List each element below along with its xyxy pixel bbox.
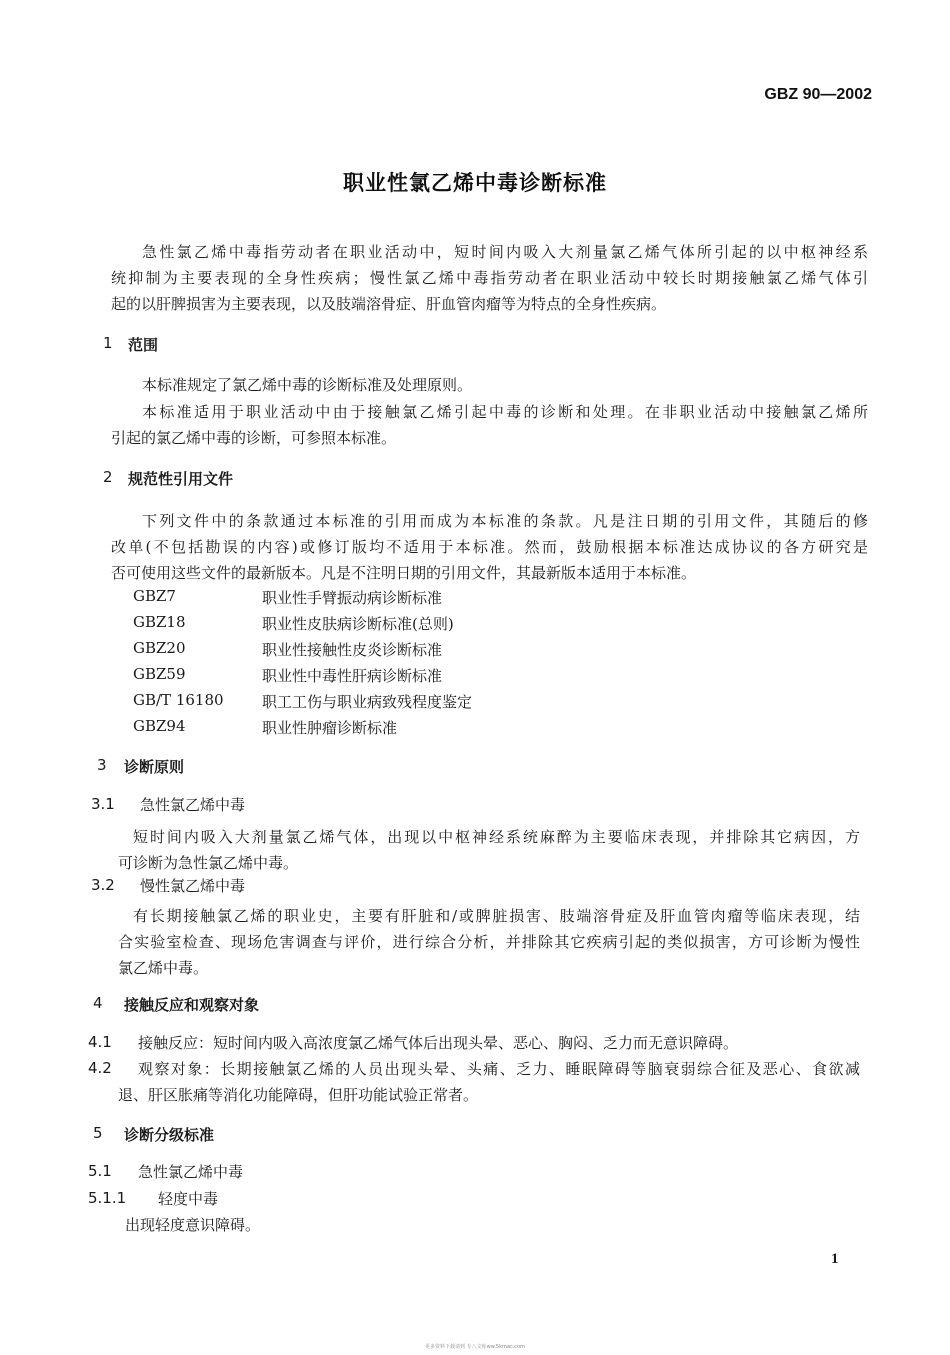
subsection-3-1-title: 急性氯乙烯中毒 (140, 796, 246, 814)
subsection-4-2-number: 4.2 (88, 1059, 112, 1077)
subsection-3-2-para-line-1: 有长期接触氯乙烯的职业史，主要有肝脏和/或脾脏损害、肢端溶骨症及肝血管肉瘤等临床表现，结 (133, 907, 860, 925)
section-5-title: 诊断分级标准 (124, 1126, 215, 1144)
subsection-3-1-number: 3.1 (91, 795, 115, 813)
subsection-3-1-para-line-1: 短时间内吸入大剂量氯乙烯气体，出现以中枢神经系统麻醉为主要临床表现，并排除其它病因，方 (133, 828, 860, 846)
page-number: 1 (831, 1251, 839, 1267)
reference-code: GBZ59 (133, 665, 186, 683)
reference-title: 职业性接触性皮炎诊断标准 (262, 641, 443, 659)
reference-title: 职业性手臂振动病诊断标准 (262, 589, 443, 607)
reference-title: 职业性中毒性肝病诊断标准 (262, 667, 443, 685)
subsection-3-2-para-line-3: 氯乙烯中毒。 (118, 959, 209, 977)
section-3-title: 诊断原则 (124, 758, 185, 776)
reference-code: GBZ7 (133, 587, 176, 605)
subsection-4-2-line-1: 观察对象：长期接触氯乙烯的人员出现头晕、头痛、乏力、睡眠障碍等脑衰弱综合征及恶心、食欲减 (138, 1060, 860, 1078)
subsection-3-2-para-line-2: 合实验室检查、现场危害调查与评价，进行综合分析，并排除其它疾病引起的类似损害，方可诊断为慢性 (118, 933, 860, 951)
reference-title: 职业性肿瘤诊断标准 (262, 719, 398, 737)
section-1-para-2-line-1: 本标准适用于职业活动中由于接触氯乙烯引起中毒的诊断和处理。在非职业活动中接触氯乙烯所 (142, 403, 868, 421)
subsection-3-1-para-line-2: 可诊断为急性氯乙烯中毒。 (118, 854, 299, 872)
subsection-5-1-1-number: 5.1.1 (88, 1189, 127, 1207)
document-title: 职业性氯乙烯中毒诊断标准 (343, 171, 607, 195)
section-3-number: 3 (97, 756, 107, 774)
subsection-3-2-title: 慢性氯乙烯中毒 (140, 877, 246, 895)
reference-code: GB/T 16180 (133, 691, 224, 709)
reference-title: 职工工伤与职业病致残程度鉴定 (262, 693, 473, 711)
subsection-4-1-text: 接触反应：短时间内吸入高浓度氯乙烯气体后出现头晕、恶心、胸闷、乏力而无意识障碍。 (138, 1034, 739, 1052)
section-2-number: 2 (103, 468, 113, 486)
section-2-title: 规范性引用文件 (128, 470, 234, 488)
section-4-number: 4 (93, 994, 103, 1012)
section-1-title: 范围 (128, 336, 159, 354)
section-5-number: 5 (93, 1124, 103, 1142)
section-2-para-line-2: 改单(不包括勘误的内容)或修订版均不适用于本标准。然而，鼓励根据本标准达成协议的各方研究是 (111, 538, 868, 556)
reference-code: GBZ20 (133, 639, 186, 657)
subsection-5-1-title: 急性氯乙烯中毒 (138, 1163, 244, 1181)
intro-line-3: 起的以肝脾损害为主要表现，以及肢端溶骨症、肝血管肉瘤等为特点的全身性疾病。 (111, 295, 667, 313)
standard-number: GBZ 90—2002 (764, 86, 872, 103)
reference-title: 职业性皮肤病诊断标准(总则) (262, 615, 454, 633)
subsection-5-1-1-title: 轻度中毒 (158, 1190, 219, 1208)
section-2-para-line-3: 否可使用这些文件的最新版本。凡是不注明日期的引用文件，其最新版本适用于本标准。 (111, 564, 697, 582)
section-1-para-1: 本标准规定了氯乙烯中毒的诊断标准及处理原则。 (142, 376, 473, 394)
reference-code: GBZ18 (133, 613, 186, 631)
subsection-3-2-number: 3.2 (91, 876, 115, 894)
subsection-4-2-line-2: 退、肝区胀痛等消化功能障碍，但肝功能试验正常者。 (118, 1086, 479, 1104)
reference-code: GBZ94 (133, 717, 186, 735)
subsection-5-1-1-text: 出现轻度意识障碍。 (125, 1216, 261, 1234)
subsection-4-1-number: 4.1 (88, 1033, 112, 1051)
section-1-para-2-line-2: 引起的氯乙烯中毒的诊断，可参照本标准。 (111, 429, 397, 447)
section-2-para-line-1: 下列文件中的条款通过本标准的引用而成为本标准的条款。凡是注日期的引用文件，其随后的修 (142, 512, 868, 530)
subsection-5-1-number: 5.1 (88, 1162, 112, 1180)
footer-watermark-text: 更多资料下载请到 专八文库ww.5kmac.com (425, 1344, 525, 1350)
section-1-number: 1 (103, 334, 113, 352)
intro-line-1: 急性氯乙烯中毒指劳动者在职业活动中，短时间内吸入大剂量氯乙烯气体所引起的以中枢神经系 (142, 243, 868, 261)
intro-line-2: 统抑制为主要表现的全身性疾病；慢性氯乙烯中毒指劳动者在职业活动中较长时期接触氯乙烯气体引 (111, 269, 868, 287)
section-4-title: 接触反应和观察对象 (124, 996, 260, 1014)
